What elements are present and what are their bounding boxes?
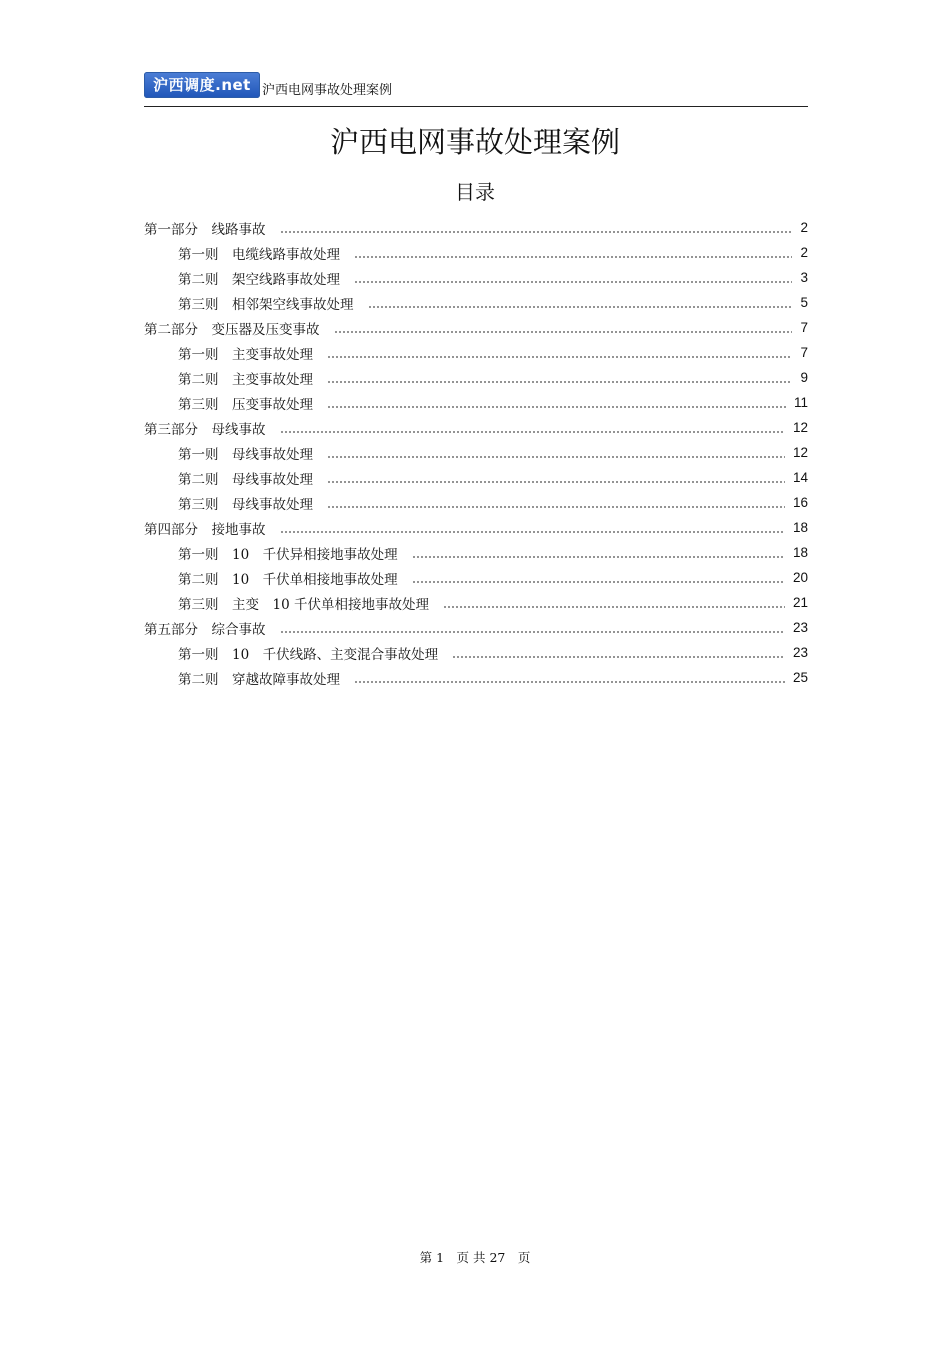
- toc-entry-title: 第一部分 线路事故: [144, 221, 266, 238]
- toc-dot-leader: [452, 656, 785, 658]
- toc-page-number: 23: [792, 645, 808, 660]
- toc-dot-leader: [412, 556, 785, 558]
- toc-dot-leader: [280, 231, 793, 233]
- toc-dot-leader: [334, 331, 793, 333]
- toc-page-number: 23: [792, 620, 808, 635]
- toc-dot-leader: [443, 606, 785, 608]
- toc-dot-leader: [280, 631, 785, 633]
- toc-dot-leader: [327, 406, 786, 408]
- toc-entry-title: 第一则 主变事故处理: [178, 346, 313, 363]
- toc-entry-title: 第三则 相邻架空线事故处理: [178, 296, 354, 313]
- toc-dot-leader: [368, 306, 793, 308]
- toc-entry-title: 第二则 主变事故处理: [178, 371, 313, 388]
- toc-dot-leader: [327, 506, 785, 508]
- toc-page-number: 14: [792, 470, 808, 485]
- toc-subsection-entry[interactable]: [144, 540, 808, 565]
- toc-entry-title: 第二则 10 千伏单相接地事故处理: [178, 571, 398, 588]
- toc-heading: 目录: [455, 180, 495, 204]
- toc-page-number: 2: [800, 220, 808, 235]
- toc-dot-leader: [354, 256, 792, 258]
- page-header: [144, 72, 808, 107]
- toc-subsection-entry[interactable]: [144, 290, 808, 315]
- toc-section-entry[interactable]: [144, 215, 808, 240]
- toc-subsection-entry[interactable]: [144, 440, 808, 465]
- toc-entry-title: 第三则 主变 10 千伏单相接地事故处理: [178, 596, 429, 613]
- toc-dot-leader: [280, 431, 785, 433]
- toc-page-number: 2: [800, 245, 808, 260]
- toc-page-number: 18: [792, 545, 808, 560]
- toc-entry-title: 第三部分 母线事故: [144, 421, 266, 438]
- toc-subsection-entry[interactable]: [144, 365, 808, 390]
- toc-dot-leader: [327, 356, 792, 358]
- toc-entry-title: 第一则 电缆线路事故处理: [178, 246, 340, 263]
- toc-dot-leader: [327, 456, 785, 458]
- toc-page-number: 20: [792, 570, 808, 585]
- toc-subsection-entry[interactable]: [144, 465, 808, 490]
- toc-subsection-entry[interactable]: [144, 490, 808, 515]
- toc-entry-title: 第一则 10 千伏异相接地事故处理: [178, 546, 398, 563]
- toc-page-number: 21: [792, 595, 808, 610]
- toc-page-number: 16: [792, 495, 808, 510]
- toc-entry-title: 第二则 架空线路事故处理: [178, 271, 340, 288]
- toc-subsection-entry[interactable]: [144, 665, 808, 690]
- toc-page-number: 5: [800, 295, 808, 310]
- toc-subsection-entry[interactable]: [144, 565, 808, 590]
- toc-entry-title: 第二则 母线事故处理: [178, 471, 313, 488]
- toc-section-entry[interactable]: [144, 615, 808, 640]
- toc-subsection-entry[interactable]: [144, 265, 808, 290]
- toc-dot-leader: [327, 481, 785, 483]
- toc-subsection-entry[interactable]: [144, 590, 808, 615]
- toc-dot-leader: [412, 581, 785, 583]
- toc-page-number: 25: [792, 670, 808, 685]
- toc-entry-title: 第四部分 接地事故: [144, 521, 266, 538]
- toc-page-number: 11: [793, 395, 808, 410]
- toc-entry-title: 第五部分 综合事故: [144, 621, 266, 638]
- toc-subsection-entry[interactable]: [144, 640, 808, 665]
- toc-subsection-entry[interactable]: [144, 240, 808, 265]
- toc-dot-leader: [280, 531, 785, 533]
- toc-dot-leader: [354, 281, 792, 283]
- toc-section-entry[interactable]: [144, 515, 808, 540]
- toc-page-number: 18: [792, 520, 808, 535]
- toc-entry-title: 第三则 母线事故处理: [178, 496, 313, 513]
- toc-page-number: 3: [800, 270, 808, 285]
- toc-entry-title: 第一则 母线事故处理: [178, 446, 313, 463]
- toc-dot-leader: [327, 381, 792, 383]
- header-title: 沪西电网事故处理案例: [262, 83, 393, 98]
- site-logo: 沪西调度.net: [144, 72, 260, 98]
- toc-page-number: 12: [792, 420, 808, 435]
- toc-entry-title: 第二则 穿越故障事故处理: [178, 671, 340, 688]
- toc-section-entry[interactable]: [144, 415, 808, 440]
- toc-page-number: 9: [800, 370, 808, 385]
- document-title: 沪西电网事故处理案例: [329, 125, 620, 159]
- toc-page-number: 12: [792, 445, 808, 460]
- toc-entry-title: 第一则 10 千伏线路、主变混合事故处理: [178, 646, 439, 663]
- toc-subsection-entry[interactable]: [144, 390, 808, 415]
- toc-entry-title: 第二部分 变压器及压变事故: [144, 321, 320, 338]
- toc-page-number: 7: [800, 320, 808, 335]
- toc-entry-title: 第三则 压变事故处理: [178, 396, 313, 413]
- table-of-contents: [144, 215, 808, 690]
- page-footer: 第 1 页 共 27 页: [419, 1250, 531, 1265]
- toc-section-entry[interactable]: [144, 315, 808, 340]
- toc-page-number: 7: [800, 345, 808, 360]
- toc-subsection-entry[interactable]: [144, 340, 808, 365]
- toc-dot-leader: [354, 681, 785, 683]
